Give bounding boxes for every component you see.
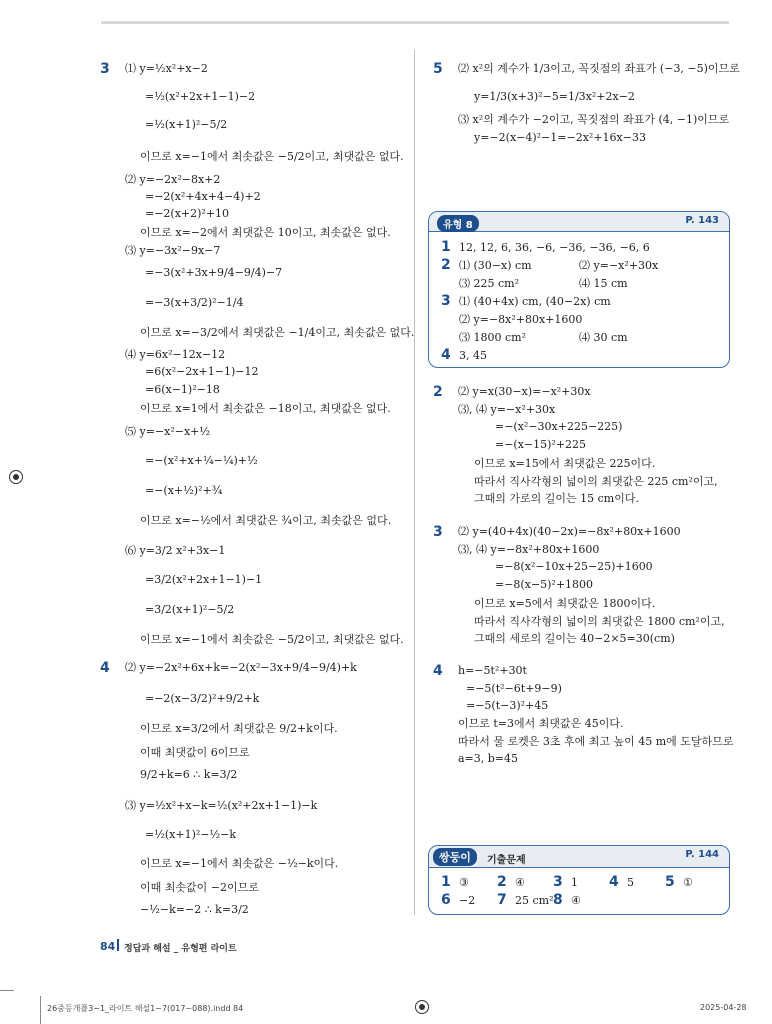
answer-text: ⑵ y=−8x²+80x+1600 xyxy=(459,313,583,326)
answer-number: 7 xyxy=(497,892,507,908)
solution-line: ⑵ y=(40+4x)(40−2x)=−8x²+80x+1600 xyxy=(458,525,681,538)
solution-line: =−(x+½)²+¾ xyxy=(145,484,223,497)
answer-text: ⑴ (40+4x) cm, (40−2x) cm xyxy=(459,295,611,308)
solution-line: h=−5t²+30t xyxy=(458,664,527,677)
solution-line: y=1/3(x+3)²−5=1/3x²+2x−2 xyxy=(474,90,635,103)
answer-text: 12, 12, 6, 36, −6, −36, −36, −6, 6 xyxy=(459,241,650,254)
answer-number: 3 xyxy=(441,293,451,309)
solution-line: =−5(t−3)²+45 xyxy=(466,699,549,712)
solution-line: =6(x−1)²−18 xyxy=(145,383,220,396)
answer-text: ④ xyxy=(515,876,525,889)
solution-line: 그때의 가로의 길이는 15 cm이다. xyxy=(474,492,639,505)
answer-text: 3, 45 xyxy=(459,349,487,362)
solution-line: =½(x²+2x+1−1)−2 xyxy=(145,90,256,103)
solution-line: ⑶ x²의 계수가 −2이고, 꼭짓점의 좌표가 (4, −1)이므로 xyxy=(458,113,730,126)
answer-text: ③ xyxy=(459,876,469,889)
solution-line: 9/2+k=6 ∴ k=3/2 xyxy=(140,768,238,781)
solution-line: =−(x²+x+¼−¼)+½ xyxy=(145,454,258,467)
solution-line: ⑵ y=−2x²+6x+k=−2(x²−3x+9/4−9/4)+k xyxy=(125,661,357,674)
solution-line: =−2(x+2)²+10 xyxy=(145,207,230,220)
top-rule xyxy=(101,21,729,24)
solution-line: =½(x+1)²−5/2 xyxy=(145,118,228,131)
answer-number: 1 xyxy=(441,239,451,255)
answer-number: 2 xyxy=(497,874,507,890)
solution-line: ⑵ x²의 계수가 1/3이고, 꼭짓점의 좌표가 (−3, −5)이므로 xyxy=(458,62,740,75)
answer-number: 6 xyxy=(441,892,451,908)
solution-line: ⑹ y=3/2 x²+3x−1 xyxy=(125,544,226,557)
solution-line: ⑶ y=½x²+x−k=½(x²+2x+1−1)−k xyxy=(125,799,318,812)
answer-text: 1 xyxy=(571,876,578,889)
solution-line: =−3(x+3/2)²−1/4 xyxy=(145,296,244,309)
solution-line: ⑶, ⑷ y=−8x²+80x+1600 xyxy=(458,543,600,556)
problem-number: 4 xyxy=(433,663,443,679)
solution-line: =−8(x²−10x+25−25)+1600 xyxy=(495,560,653,573)
answer-text: ④ xyxy=(571,894,581,907)
problem-number: 5 xyxy=(433,61,443,77)
solution-line: −½−k=−2 ∴ k=3/2 xyxy=(140,903,249,916)
crop-mark xyxy=(0,990,14,991)
solution-line: y=−2(x−4)²−1=−2x²+16x−33 xyxy=(474,131,646,144)
solution-line: ⑷ y=6x²−12x−12 xyxy=(125,348,226,361)
answer-text: ⑷ 15 cm xyxy=(579,277,628,290)
answer-text: 5 xyxy=(627,876,634,889)
solution-line: =½(x+1)²−½−k xyxy=(145,828,237,841)
solution-line: 이므로 x=−2에서 최댓값은 10이고, 최솟값은 없다. xyxy=(140,226,391,239)
solution-line: 그때의 세로의 길이는 40−2×5=30(cm) xyxy=(474,632,675,645)
crop-mark xyxy=(40,996,41,1024)
solution-line: 따라서 직사각형의 넓이의 최댓값은 225 cm²이고, xyxy=(474,475,718,488)
problem-number: 4 xyxy=(100,660,110,676)
solution-line: 이므로 x=−1에서 최솟값은 −5/2이고, 최댓값은 없다. xyxy=(140,633,404,646)
solution-line: =−3(x²+3x+9/4−9/4)−7 xyxy=(145,266,283,279)
solution-line: =3/2(x+1)²−5/2 xyxy=(145,603,235,616)
solution-line: =−2(x−3/2)²+9/2+k xyxy=(145,692,260,705)
solution-line: 이므로 t=3에서 최댓값은 45이다. xyxy=(458,717,624,730)
solution-line: 이므로 x=15에서 최댓값은 225이다. xyxy=(474,457,656,470)
page-reference: P. 144 xyxy=(685,849,719,860)
answer-text: ⑵ y=−x²+30x xyxy=(579,259,659,272)
answer-number: 2 xyxy=(441,257,451,273)
answer-text: ⑶ 1800 cm² xyxy=(459,331,526,344)
exam-title: 기출문제 xyxy=(487,855,526,866)
problem-number: 3 xyxy=(433,524,443,540)
problem-number: 2 xyxy=(433,384,443,400)
solution-line: =−5(t²−6t+9−9) xyxy=(466,682,562,695)
solution-line: 따라서 직사각형의 넓이의 최댓값은 1800 cm²이고, xyxy=(474,615,725,628)
solution-line: 따라서 물 로켓은 3초 후에 최고 높이 45 m에 도달하므로 xyxy=(458,735,734,748)
solution-line: =3/2(x²+2x+1−1)−1 xyxy=(145,573,263,586)
solution-line: 이때 최솟값이 −2이므로 xyxy=(140,881,259,894)
answer-text: ⑷ 30 cm xyxy=(579,331,628,344)
solution-line: 이므로 x=1에서 최솟값은 −18이고, 최댓값은 없다. xyxy=(140,402,391,415)
page-number: 84 xyxy=(100,940,116,953)
answer-text: ⑶ 225 cm² xyxy=(459,277,519,290)
solution-line: 이므로 x=−1에서 최솟값은 −½−k이다. xyxy=(140,857,339,870)
solution-line: a=3, b=45 xyxy=(458,752,519,765)
type-tag: 유형 8 xyxy=(437,215,479,232)
twin-tag: 쌍둥이 xyxy=(433,848,477,866)
solution-line: 이므로 x=5에서 최댓값은 1800이다. xyxy=(474,597,656,610)
solution-line: 이므로 x=−½에서 최댓값은 ¾이고, 최솟값은 없다. xyxy=(140,514,392,527)
footer-divider xyxy=(117,939,119,951)
solution-line: =6(x²−2x+1−1)−12 xyxy=(145,365,259,378)
solution-line: =−(x−15)²+225 xyxy=(495,438,587,451)
solution-line: =−8(x−5)²+1800 xyxy=(495,578,594,591)
solution-line: ⑵ y=−2x²−8x+2 xyxy=(125,173,221,186)
solution-line: 이때 최댓값이 6이므로 xyxy=(140,746,250,759)
print-date: 2025-04-28 xyxy=(700,1003,747,1012)
answer-text: ⑴ (30−x) cm xyxy=(459,259,532,272)
answer-text: 25 cm² xyxy=(515,894,554,907)
solution-line: =−2(x²+4x+4−4)+2 xyxy=(145,190,261,203)
column-divider xyxy=(414,50,415,915)
answer-number: 5 xyxy=(665,874,675,890)
solution-line: ⑸ y=−x²−x+½ xyxy=(125,425,211,438)
answer-number: 3 xyxy=(553,874,563,890)
answer-text: ① xyxy=(683,876,693,889)
section-label: 정답과 해설 _ 유형편 라이트 xyxy=(124,944,237,954)
solution-line: ⑵ y=x(30−x)=−x²+30x xyxy=(458,385,591,398)
registration-mark-icon xyxy=(9,470,23,484)
answer-number: 4 xyxy=(609,874,619,890)
answer-number: 1 xyxy=(441,874,451,890)
solution-line: 이므로 x=3/2에서 최댓값은 9/2+k이다. xyxy=(140,722,338,735)
answer-text: −2 xyxy=(459,894,476,907)
file-name: 26중등개플3−1_라이트 해설1~7(017~088).indd 84 xyxy=(47,1004,244,1013)
answer-summary-box xyxy=(428,211,730,368)
solution-line: ⑶, ⑷ y=−x²+30x xyxy=(458,403,556,416)
page-reference: P. 143 xyxy=(685,215,719,226)
answer-number: 8 xyxy=(553,892,563,908)
registration-mark-icon xyxy=(415,1000,429,1014)
solution-line: ⑶ y=−3x²−9x−7 xyxy=(125,244,221,257)
solution-line: =−(x²−30x+225−225) xyxy=(495,420,623,433)
problem-number: 3 xyxy=(100,61,110,77)
solution-line: ⑴ y=½x²+x−2 xyxy=(125,62,208,75)
answer-number: 4 xyxy=(441,347,451,363)
past-exam-answer-box xyxy=(428,845,730,915)
solution-line: 이므로 x=−1에서 최솟값은 −5/2이고, 최댓값은 없다. xyxy=(140,150,404,163)
solution-line: 이므로 x=−3/2에서 최댓값은 −1/4이고, 최솟값은 없다. xyxy=(140,326,415,339)
